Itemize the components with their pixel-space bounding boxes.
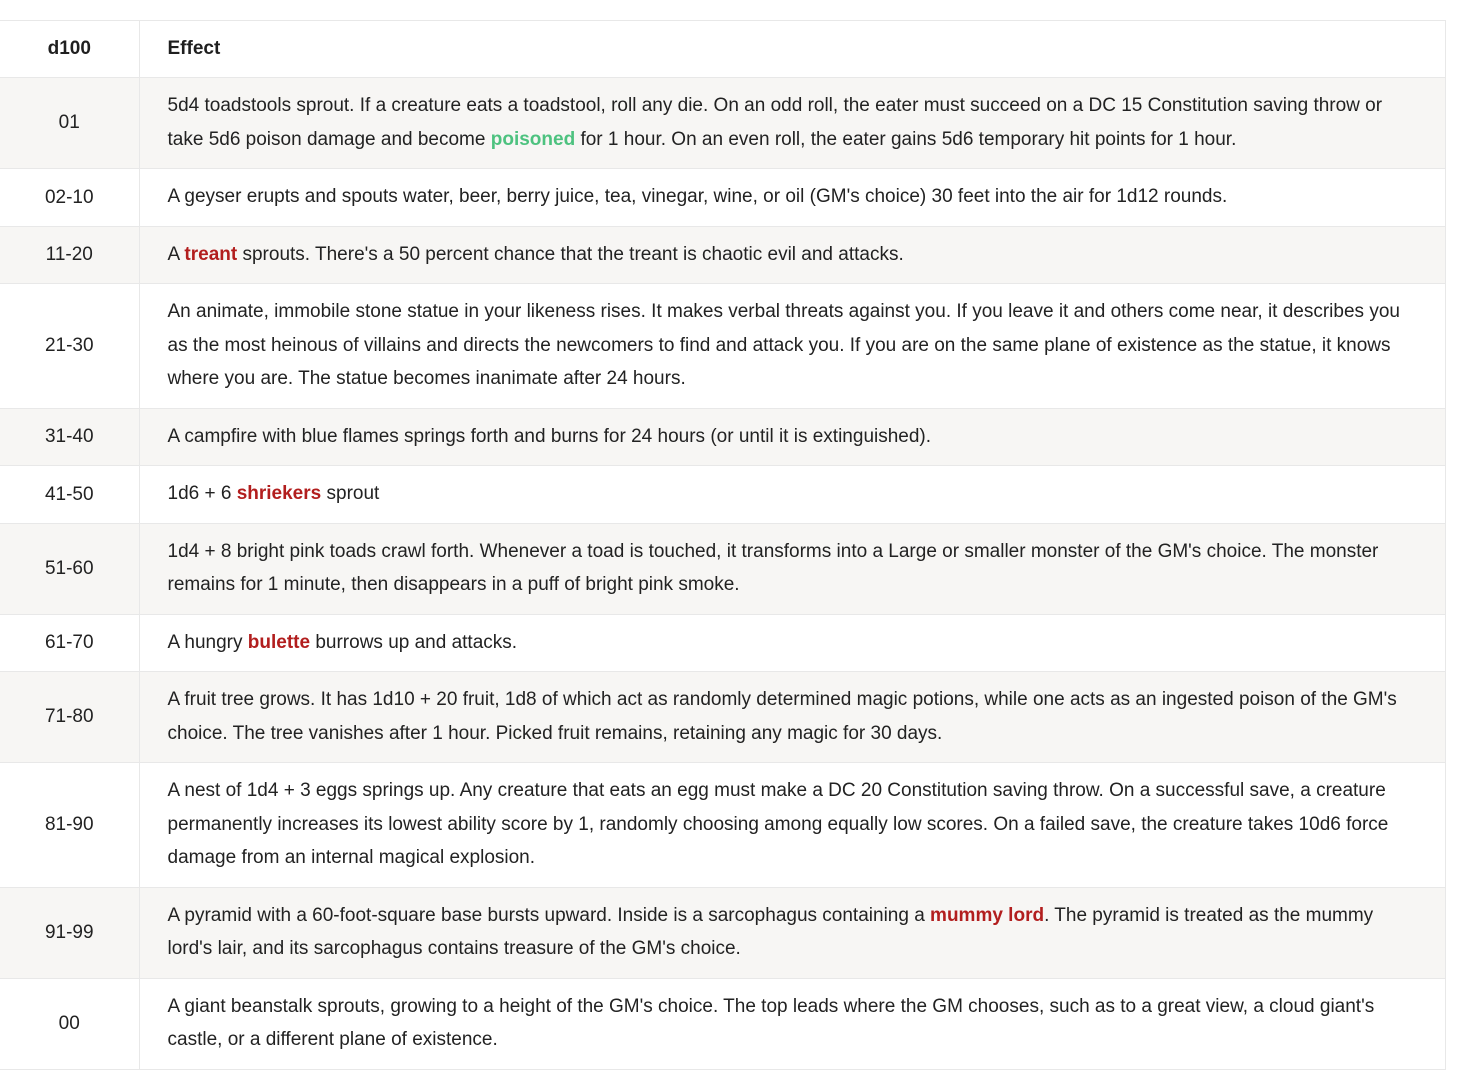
roll-cell: 91-99 [0, 887, 139, 978]
effect-text: A geyser erupts and spouts water, beer, berry juice, tea, vinegar, wine, or oil (GM's choice) 30 feet into the air for 1d12 rounds. [167, 186, 1228, 207]
effect-text: for 1 hour. On an even roll, the eater gains 5d6 temporary hit points for 1 hour. [575, 128, 1237, 150]
table-row [0, 523, 1445, 614]
monster-link-treant[interactable]: treant [184, 243, 238, 265]
effect-cell [139, 408, 1445, 466]
effect-text: A nest of 1d4 + 3 eggs springs up. Any creature that eats an egg must make a DC 20 Constitution saving throw. On a successful save, a creature permanently increases its lowest ability score by 1, randomly choosing among equally low scores. On a failed save, the creature takes 10d6 force damage from an internal magical explosion. [167, 780, 1389, 868]
effect-cell [139, 78, 1445, 169]
table-row [0, 763, 1445, 888]
column-header-d100: d100 [0, 21, 139, 78]
effect-text: 1d6 + 6 [167, 483, 237, 504]
table-row [0, 408, 1445, 466]
effect-cell [139, 466, 1445, 524]
effect-cell [139, 614, 1445, 672]
effect-cell [139, 978, 1445, 1069]
roll-cell: 01 [0, 78, 139, 169]
table-row [0, 466, 1445, 524]
roll-cell: 41-50 [0, 466, 139, 524]
effect-text: A [167, 243, 185, 265]
table-row [0, 614, 1445, 672]
effect-text: A giant beanstalk sprouts, growing to a height of the GM's choice. The top leads where the GM chooses, such as to a great view, a cloud giant's castle, or a different plane of existence. [167, 995, 1375, 1050]
effect-text: 1d4 + 8 bright pink toads crawl forth. Whenever a toad is touched, it transforms into a Large or smaller monster of the GM's choice. The monster remains for 1 minute, then disappears in a puff of bright pink smoke. [167, 540, 1379, 595]
effect-cell [139, 887, 1445, 978]
effects-table-container [0, 20, 1445, 1070]
table-header-row [0, 21, 1445, 78]
table-body [0, 78, 1445, 1070]
condition-link-poisoned[interactable]: poisoned [490, 128, 576, 150]
d100-effects-table [0, 20, 1446, 1070]
effect-cell [139, 226, 1445, 284]
roll-cell: 71-80 [0, 672, 139, 763]
effect-cell [139, 523, 1445, 614]
effect-text: A campfire with blue flames springs forth and burns for 24 hours (or until it is extinguished). [167, 425, 932, 447]
roll-cell: 21-30 [0, 284, 139, 409]
effect-text: 5d4 toadstools sprout. If a creature eats a toadstool, roll any die. On an odd roll, the eater must succeed on a DC 15 Constitution saving throw or take 5d6 poison damage and become [167, 95, 1383, 150]
table-row [0, 78, 1445, 169]
roll-cell: 61-70 [0, 614, 139, 672]
roll-cell: 11-20 [0, 226, 139, 284]
roll-cell: 02-10 [0, 169, 139, 227]
effect-text: A fruit tree grows. It has 1d10 + 20 fruit, 1d8 of which act as randomly determined magic potions, while one acts as an ingested poison of the GM's choice. The tree vanishes after 1 hour. Picked fruit remains, retaining any magic for 30 days. [167, 689, 1397, 744]
effect-text: burrows up and attacks. [310, 631, 518, 653]
monster-link-shriekers[interactable]: shriekers [236, 483, 322, 504]
effect-cell [139, 169, 1445, 227]
effect-text: A pyramid with a 60-foot-square base bursts upward. Inside is a sarcophagus containing a [167, 904, 931, 926]
table-row [0, 284, 1445, 409]
roll-cell: 51-60 [0, 523, 139, 614]
monster-link-mummy-lord[interactable]: mummy lord [930, 904, 1045, 926]
roll-cell: 00 [0, 978, 139, 1069]
effect-text: sprouts. There's a 50 percent chance that the treant is chaotic evil and attacks. [237, 243, 904, 265]
effect-text: An animate, immobile stone statue in your likeness rises. It makes verbal threats against you. If you leave it and others come near, it describes you as the most heinous of villains and directs the newcomers to find and attack you. If you are on the same plane of existence as the statue, it knows where you are. The statue becomes inanimate after 24 hours. [167, 301, 1400, 389]
monster-link-bulette[interactable]: bulette [247, 631, 311, 653]
table-row [0, 887, 1445, 978]
effect-cell [139, 284, 1445, 409]
effect-text: . The pyramid is treated as the mummy lord's lair, and its sarcophagus contains treasure of the GM's choice. [167, 904, 1374, 959]
table-row [0, 672, 1445, 763]
table-row [0, 978, 1445, 1069]
effect-text: sprout [321, 483, 380, 504]
roll-cell: 81-90 [0, 763, 139, 888]
column-header-effect: Effect [139, 21, 1445, 78]
table-row [0, 169, 1445, 227]
effect-cell [139, 763, 1445, 888]
roll-cell: 31-40 [0, 408, 139, 466]
effect-text: A hungry [167, 631, 248, 653]
effect-cell [139, 672, 1445, 763]
table-row [0, 226, 1445, 284]
